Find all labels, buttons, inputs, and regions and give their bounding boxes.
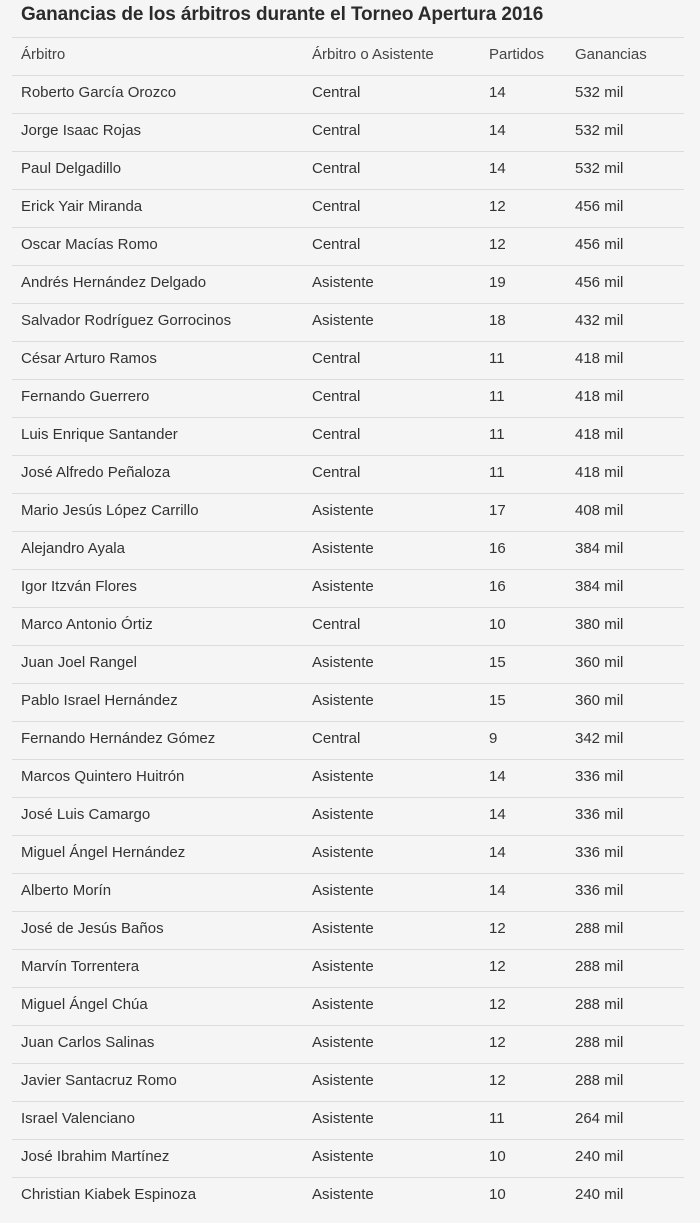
- cell-partidos: 14: [489, 160, 506, 177]
- cell-partidos: 15: [489, 692, 506, 709]
- cell-arbitro: Fernando Guerrero: [21, 388, 150, 405]
- cell-arbitro: Marco Antonio Órtiz: [21, 616, 153, 633]
- cell-rol: Asistente: [312, 1034, 374, 1051]
- cell-rol: Asistente: [312, 958, 374, 975]
- cell-partidos: 11: [489, 426, 505, 443]
- cell-rol: Asistente: [312, 882, 374, 899]
- table-row: [12, 531, 684, 569]
- cell-arbitro: Javier Santacruz Romo: [21, 1072, 177, 1089]
- cell-partidos: 9: [489, 730, 498, 747]
- cell-partidos: 14: [489, 844, 506, 861]
- cell-partidos: 10: [489, 1148, 506, 1165]
- cell-ganancias: 532 mil: [575, 160, 624, 177]
- cell-ganancias: 288 mil: [575, 1034, 624, 1051]
- table-row: [12, 569, 684, 607]
- cell-ganancias: 288 mil: [575, 920, 624, 937]
- cell-ganancias: 240 mil: [575, 1186, 624, 1203]
- cell-arbitro: César Arturo Ramos: [21, 350, 157, 367]
- cell-ganancias: 408 mil: [575, 502, 624, 519]
- cell-partidos: 14: [489, 84, 506, 101]
- table-row: [12, 1177, 684, 1215]
- cell-rol: Central: [312, 350, 361, 367]
- cell-arbitro: Igor Itzván Flores: [21, 578, 137, 595]
- cell-rol: Asistente: [312, 806, 374, 823]
- cell-arbitro: Alberto Morín: [21, 882, 112, 899]
- cell-ganancias: 418 mil: [575, 350, 624, 367]
- cell-partidos: 14: [489, 122, 506, 139]
- cell-arbitro: José Ibrahim Martínez: [21, 1148, 170, 1165]
- cell-partidos: 16: [489, 578, 506, 595]
- header-arbitro: Árbitro: [21, 46, 66, 63]
- header-ganancias: Ganancias: [575, 46, 647, 63]
- cell-ganancias: 384 mil: [575, 540, 624, 557]
- cell-ganancias: 288 mil: [575, 1072, 624, 1089]
- cell-partidos: 12: [489, 958, 506, 975]
- table-row: [12, 873, 684, 911]
- cell-partidos: 17: [489, 502, 506, 519]
- cell-ganancias: 288 mil: [575, 996, 624, 1013]
- table-row: [12, 1139, 684, 1177]
- table-row: [12, 265, 684, 303]
- table-row: [12, 911, 684, 949]
- cell-ganancias: 456 mil: [575, 236, 624, 253]
- cell-arbitro: Miguel Ángel Chúa: [21, 996, 148, 1013]
- cell-arbitro: Fernando Hernández Gómez: [21, 730, 216, 747]
- cell-rol: Central: [312, 426, 361, 443]
- cell-rol: Central: [312, 464, 361, 481]
- cell-ganancias: 336 mil: [575, 768, 624, 785]
- table-row: [12, 1025, 684, 1063]
- table-row: [12, 379, 684, 417]
- cell-partidos: 12: [489, 1072, 506, 1089]
- cell-rol: Central: [312, 616, 361, 633]
- cell-arbitro: Erick Yair Miranda: [21, 198, 143, 215]
- cell-ganancias: 288 mil: [575, 958, 624, 975]
- cell-partidos: 12: [489, 1034, 506, 1051]
- cell-rol: Central: [312, 84, 361, 101]
- cell-arbitro: Mario Jesús López Carrillo: [21, 502, 199, 519]
- cell-arbitro: Salvador Rodríguez Gorrocinos: [21, 312, 232, 329]
- cell-ganancias: 360 mil: [575, 654, 624, 671]
- table-row: [12, 189, 684, 227]
- cell-ganancias: 418 mil: [575, 426, 624, 443]
- cell-ganancias: 456 mil: [575, 274, 624, 291]
- cell-arbitro: Juan Joel Rangel: [21, 654, 137, 671]
- cell-arbitro: Oscar Macías Romo: [21, 236, 158, 253]
- table-row: [12, 417, 684, 455]
- cell-ganancias: 336 mil: [575, 806, 624, 823]
- cell-arbitro: Jorge Isaac Rojas: [21, 122, 142, 139]
- table-row: [12, 607, 684, 645]
- cell-partidos: 12: [489, 920, 506, 937]
- cell-rol: Asistente: [312, 844, 374, 861]
- cell-rol: Central: [312, 730, 361, 747]
- table-row: [12, 835, 684, 873]
- cell-rol: Asistente: [312, 996, 374, 1013]
- cell-partidos: 15: [489, 654, 506, 671]
- table-header-row: [12, 37, 684, 75]
- cell-arbitro: Marcos Quintero Huitrón: [21, 768, 185, 785]
- cell-rol: Asistente: [312, 502, 374, 519]
- cell-ganancias: 384 mil: [575, 578, 624, 595]
- table-row: [12, 949, 684, 987]
- cell-rol: Asistente: [312, 920, 374, 937]
- cell-ganancias: 432 mil: [575, 312, 624, 329]
- cell-rol: Central: [312, 160, 361, 177]
- cell-rol: Central: [312, 236, 361, 253]
- cell-arbitro: Marvín Torrentera: [21, 958, 140, 975]
- cell-ganancias: 264 mil: [575, 1110, 624, 1127]
- table-row: [12, 721, 684, 759]
- cell-partidos: 14: [489, 882, 506, 899]
- cell-rol: Asistente: [312, 768, 374, 785]
- cell-ganancias: 240 mil: [575, 1148, 624, 1165]
- table-row: [12, 303, 684, 341]
- cell-partidos: 19: [489, 274, 506, 291]
- cell-arbitro: José Alfredo Peñaloza: [21, 464, 171, 481]
- cell-ganancias: 360 mil: [575, 692, 624, 709]
- cell-ganancias: 336 mil: [575, 882, 624, 899]
- cell-arbitro: Roberto García Orozco: [21, 84, 177, 101]
- table-row: [12, 1101, 684, 1139]
- cell-partidos: 10: [489, 1186, 506, 1203]
- cell-partidos: 11: [489, 464, 505, 481]
- header-partidos: Partidos: [489, 46, 545, 63]
- cell-ganancias: 336 mil: [575, 844, 624, 861]
- table-row: [12, 797, 684, 835]
- cell-partidos: 14: [489, 768, 506, 785]
- cell-ganancias: 532 mil: [575, 122, 624, 139]
- table-row: [12, 987, 684, 1025]
- cell-rol: Asistente: [312, 540, 374, 557]
- cell-rol: Central: [312, 122, 361, 139]
- cell-partidos: 14: [489, 806, 506, 823]
- cell-arbitro: Juan Carlos Salinas: [21, 1034, 155, 1051]
- cell-rol: Asistente: [312, 312, 374, 329]
- cell-arbitro: Alejandro Ayala: [21, 540, 125, 557]
- header-rol: Árbitro o Asistente: [312, 46, 434, 63]
- cell-rol: Asistente: [312, 578, 374, 595]
- cell-rol: Asistente: [312, 654, 374, 671]
- cell-ganancias: 418 mil: [575, 464, 624, 481]
- cell-rol: Central: [312, 198, 361, 215]
- cell-rol: Asistente: [312, 1072, 374, 1089]
- table-row: [12, 493, 684, 531]
- cell-arbitro: Israel Valenciano: [21, 1110, 135, 1127]
- table-row: [12, 75, 684, 113]
- cell-ganancias: 532 mil: [575, 84, 624, 101]
- cell-arbitro: Paul Delgadillo: [21, 160, 122, 177]
- table-row: [12, 151, 684, 189]
- cell-rol: Asistente: [312, 1110, 374, 1127]
- cell-partidos: 11: [489, 350, 505, 367]
- table-row: [12, 759, 684, 797]
- table-row: [12, 1063, 684, 1101]
- table-row: [12, 227, 684, 265]
- cell-partidos: 11: [489, 388, 505, 405]
- cell-rol: Asistente: [312, 1186, 374, 1203]
- cell-partidos: 18: [489, 312, 506, 329]
- cell-partidos: 16: [489, 540, 506, 557]
- cell-partidos: 12: [489, 198, 506, 215]
- cell-arbitro: Christian Kiabek Espinoza: [21, 1186, 197, 1203]
- table-row: [12, 455, 684, 493]
- table-row: [12, 683, 684, 721]
- table-row: [12, 645, 684, 683]
- cell-ganancias: 380 mil: [575, 616, 624, 633]
- cell-arbitro: Miguel Ángel Hernández: [21, 844, 186, 861]
- cell-arbitro: José Luis Camargo: [21, 806, 151, 823]
- cell-rol: Asistente: [312, 692, 374, 709]
- cell-arbitro: José de Jesús Baños: [21, 920, 164, 937]
- cell-ganancias: 342 mil: [575, 730, 624, 747]
- cell-arbitro: Pablo Israel Hernández: [21, 692, 178, 709]
- cell-partidos: 12: [489, 996, 506, 1013]
- cell-ganancias: 456 mil: [575, 198, 624, 215]
- table-row: [12, 113, 684, 151]
- cell-arbitro: Luis Enrique Santander: [21, 426, 178, 443]
- cell-partidos: 12: [489, 236, 506, 253]
- cell-partidos: 10: [489, 616, 506, 633]
- table-title: Ganancias de los árbitros durante el Torneo Apertura 2016: [21, 4, 544, 25]
- cell-arbitro: Andrés Hernández Delgado: [21, 274, 207, 291]
- cell-rol: Asistente: [312, 274, 374, 291]
- table-row: [12, 341, 684, 379]
- cell-partidos: 11: [489, 1110, 505, 1127]
- earnings-table: [12, 37, 684, 1215]
- cell-rol: Central: [312, 388, 361, 405]
- cell-rol: Asistente: [312, 1148, 374, 1165]
- cell-ganancias: 418 mil: [575, 388, 624, 405]
